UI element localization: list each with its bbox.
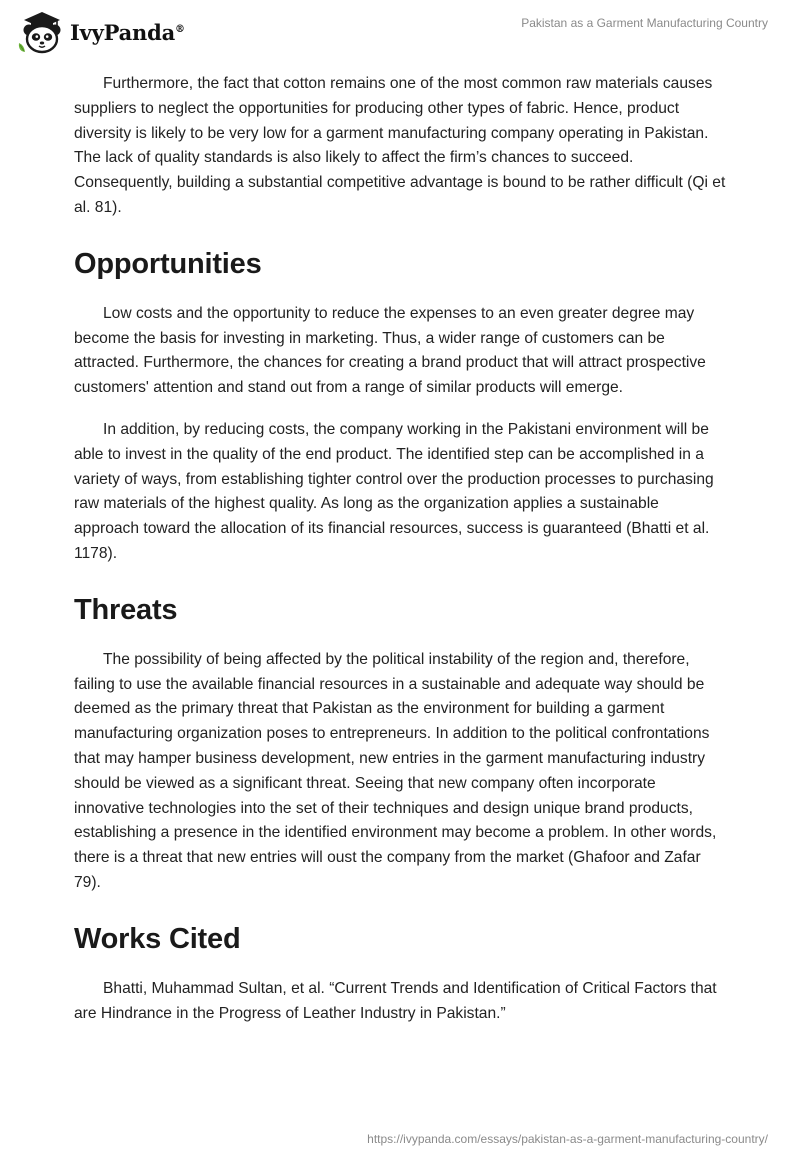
ivypanda-logo[interactable] [16,8,185,56]
source-url[interactable]: https://ivypanda.com/essays/pakistan-as-a-garment-manufacturing-country/ [367,1132,768,1146]
threats-paragraph-1: The possibility of being affected by the political instability of the region and, therefore, failing to use the available financial resources in a sustainable and adequate way should be deemed as the primary threat that Pakistan as the environment for building a garment manufacturing organization poses to entrepreneurs. In addition to the political confrontations that may hamper business development, new entries in the garment manufacturing industry should be viewed as a significant threat. Seeing that new company often incorporate innovative technologies into the set of their techniques and design unique brand products, establishing a presence in the identified environment may become a problem. In other words, there is a threat that new entries will oust the company from the market (Ghafoor and Zafar 79). [74,650,717,891]
citation-entry: Bhatti, Muhammad Sultan, et al. “Current Trends and Identification of Critical Factors that are Hindrance in the Progress of Leather Industry in Pakistan.” [74,979,717,1022]
opportunities-paragraph-1: Low costs and the opportunity to reduce the expenses to an even greater degree may become the basis for investing in marketing. Thus, a wider range of customers can be attracted. Furthermore, the chances for creating a brand product that will attract prospective customers' attention and stand out from a range of similar products will emerge. [74,304,706,397]
intro-paragraph: Furthermore, the fact that cotton remains one of the most common raw materials causes suppliers to neglect the opportunities for producing other types of fabric. Hence, product diversity is likely to be very low for a garment manufacturing company operating in Pakistan. The lack of quality standards is also likely to affect the firm’s chances to succeed. Consequently, building a substantial competitive advantage is bound to be rather difficult (Qi et al. 81). [74,75,726,216]
threats-heading: Threats [74,593,178,626]
essay-content [74,72,728,1026]
brand-name: IvyPanda® [70,19,185,45]
works-cited-heading: Works Cited [74,922,241,955]
registered-mark: ® [175,23,185,35]
panda-graduate-icon [16,9,64,55]
opportunities-paragraph-2: In addition, by reducing costs, the company working in the Pakistani environment will be able to invest in the quality of the end product. The identified step can be accomplished in a variety of ways, from establishing tighter control over the production processes to purchasing raw materials of the highest quality. As long as the organization applies a sustainable approach toward the allocation of its financial resources, success is guaranteed (Bhatti et al. 1178). [74,420,714,562]
opportunities-heading: Opportunities [74,247,262,280]
document-title: Pakistan as a Garment Manufacturing Country [521,16,768,30]
page-header [0,0,800,60]
